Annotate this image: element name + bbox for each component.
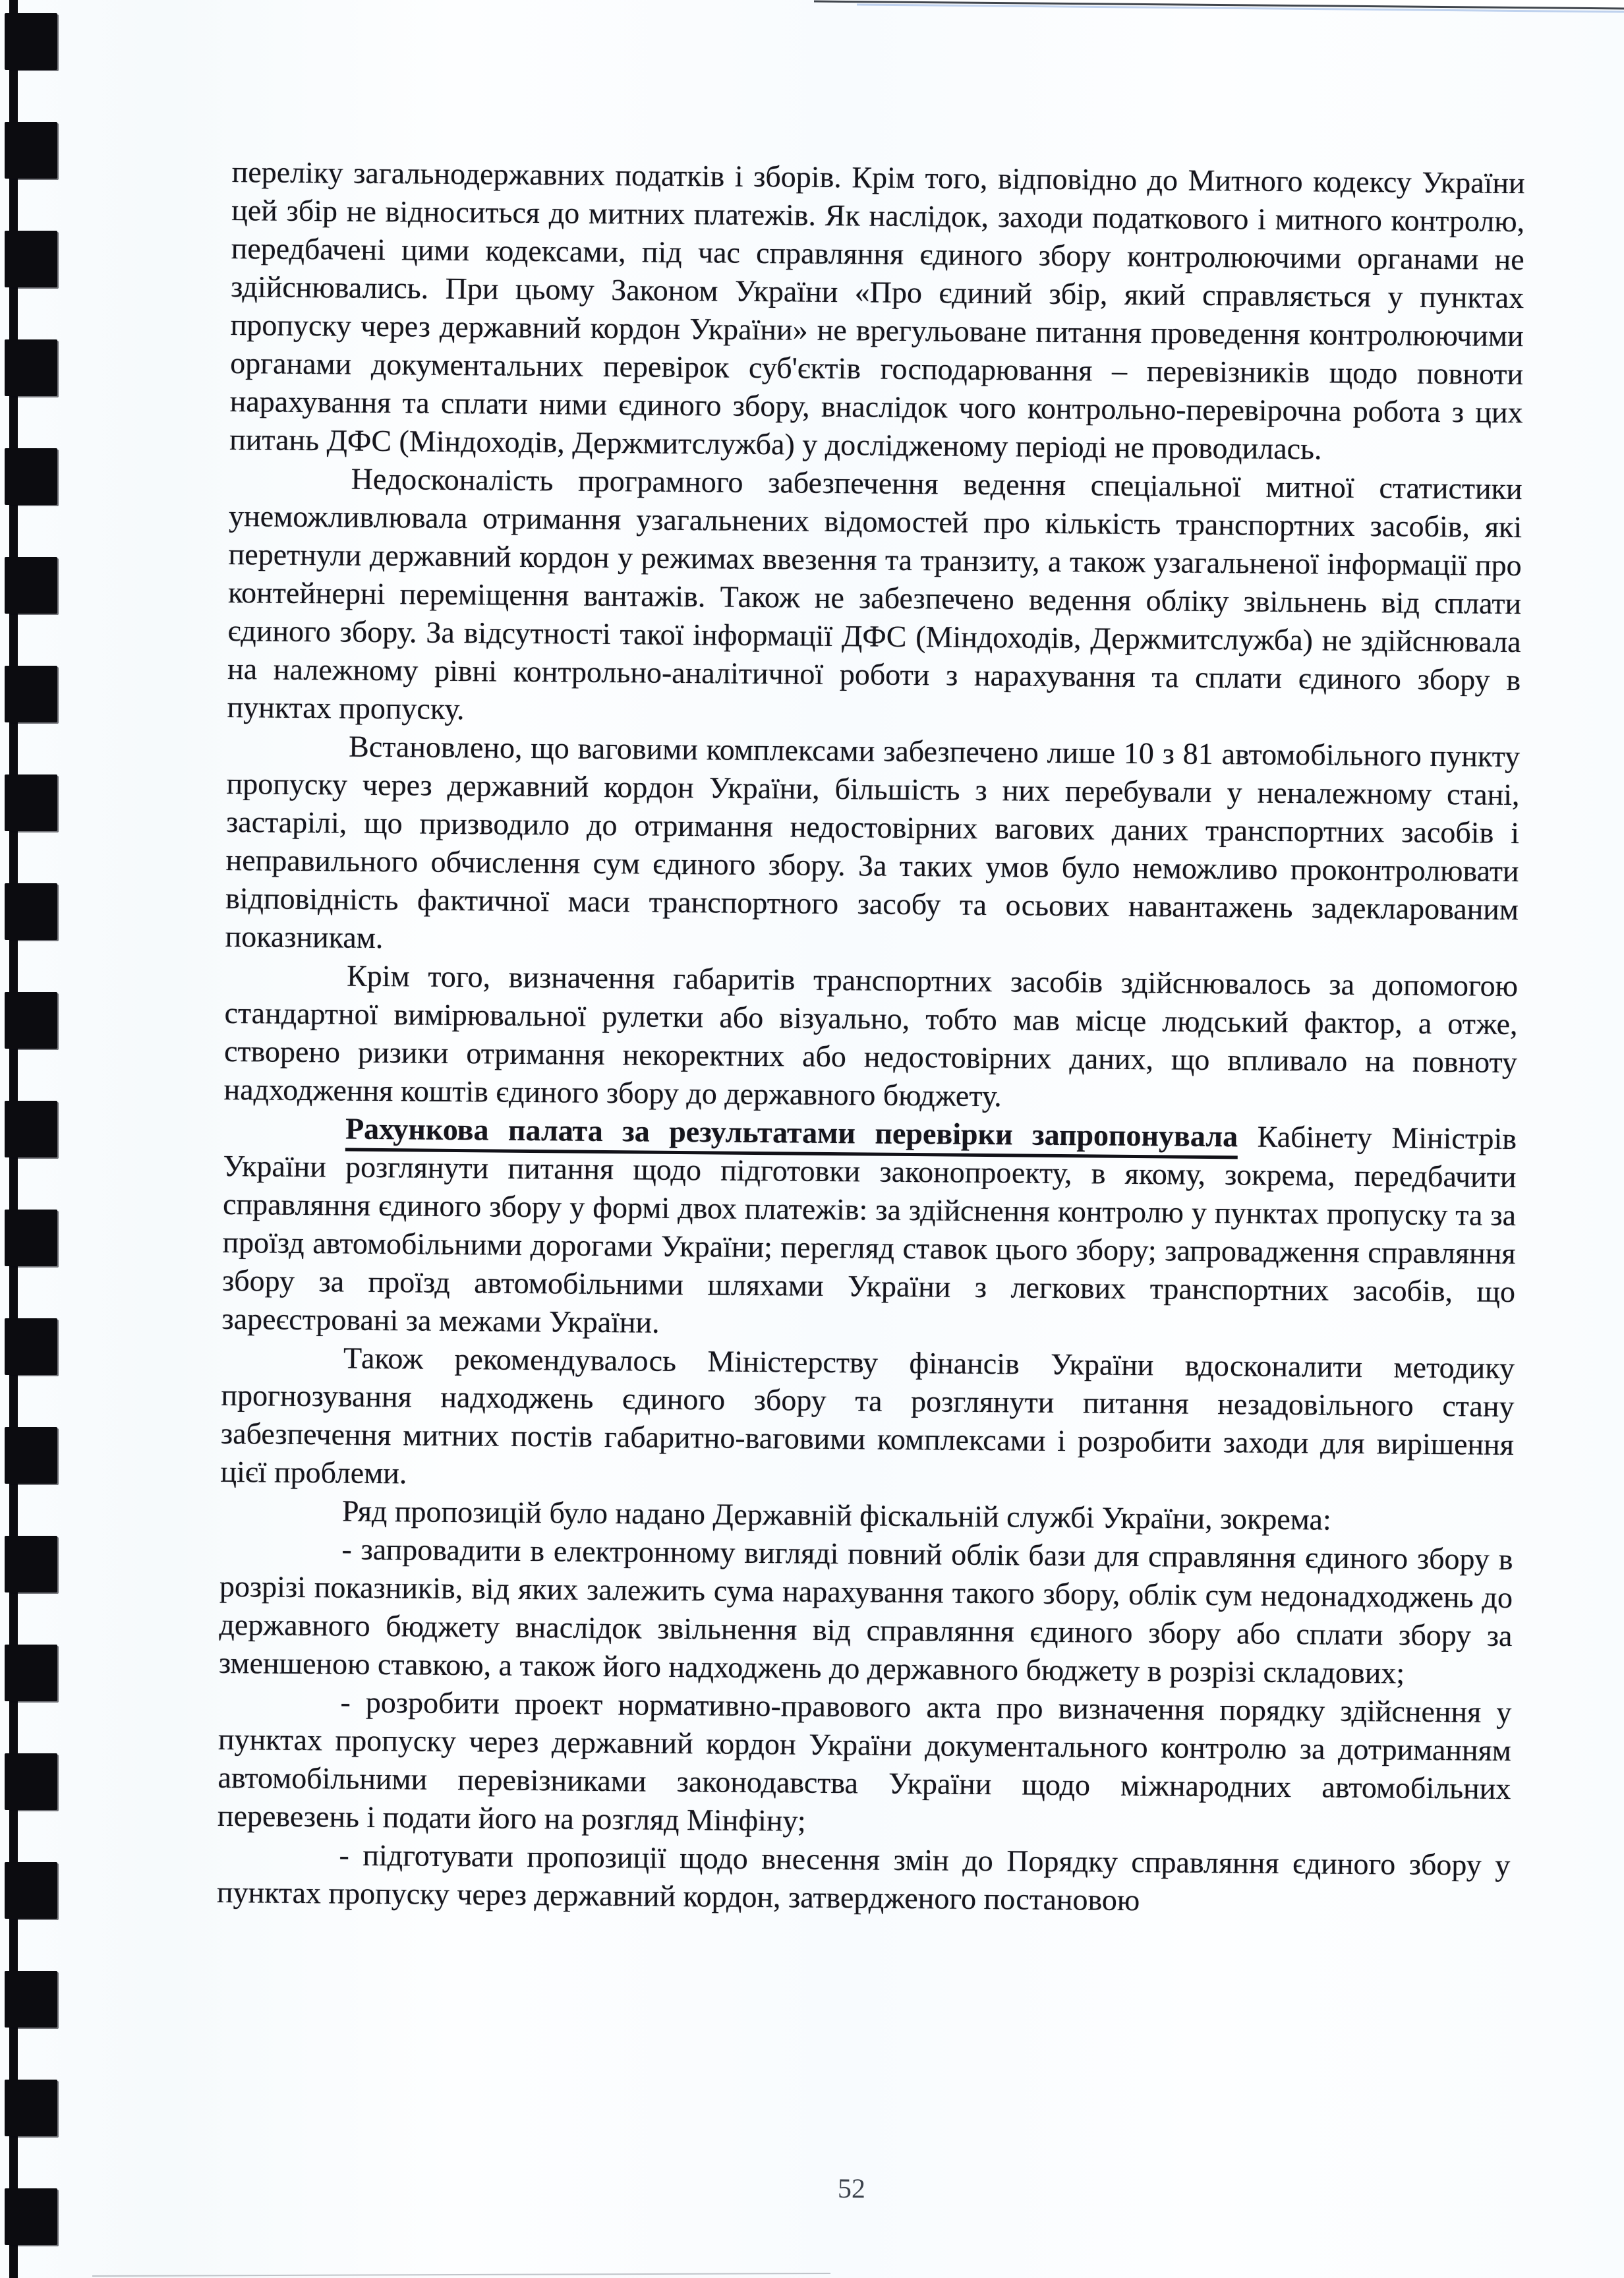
paragraph: - запровадити в електронному вигляді повний облік бази для справляння єдиного збору в розрізі показників, від яких залежить сума нарахування такого збору, облік сум недонадходжень до державного бюджету внаслідок звільнення від справляння єдиного збору або сплати збору за зменшеною ставкою, а також його надходжень до державного бюджету в розрізі складових; bbox=[218, 1532, 1513, 1690]
binding-tooth bbox=[9, 122, 57, 179]
bold-underlined-lead: Рахункова палата за результатами перевірки запропонувала bbox=[345, 1112, 1238, 1159]
paragraph: Крім того, визначення габаритів транспортних засобів здійснювалось за допомогою стандартної вимірювальної рулетки або візуально, тобто мав місце людський фактор, а отже, створено ризики отримання некоректних або недостовірних даних, що впливало на повноту надходження коштів єдиного збору до державного бюджету. bbox=[223, 958, 1519, 1113]
paragraph: - розробити проект нормативно-правового акта про визначення порядку здійснення у пунктах пропуску через державний кордон України документального контролю за дотриманням автомобільними перевізниками законодавства України щодо міжнародних автомобільних перевезень і подати його на розгляд Мінфіну; bbox=[217, 1685, 1512, 1838]
binding-tooth bbox=[9, 231, 57, 287]
page-edge-line bbox=[0, 0, 1624, 26]
binding-tooth bbox=[9, 339, 57, 396]
binding-tooth bbox=[9, 883, 57, 940]
binding-combs bbox=[0, 0, 92, 2278]
binding-tooth bbox=[9, 13, 57, 70]
paragraph: Також рекомендувалось Міністерству фінансів України вдосконалити методику прогнозування надходжень єдиного збору та розглянути питання незадовільного стану забезпечення митних постів габаритно-ваговими комплексами і розробити заходи для вирішення цієї проблеми. bbox=[220, 1341, 1515, 1490]
binding-tooth bbox=[9, 774, 57, 831]
binding-tooth bbox=[9, 1536, 57, 1592]
binding-tooth bbox=[9, 1753, 57, 1810]
binding-tooth bbox=[9, 1862, 57, 1919]
binding-tooth bbox=[9, 448, 57, 505]
bottom-edge-line bbox=[0, 2270, 1624, 2278]
document-text bbox=[217, 153, 1525, 1923]
paragraph: переліку загальнодержавних податків і зборів. Крім того, відповідно до Митного кодексу України цей збір не відноситься до митних платежів. Як наслідок, заходи податкового і митного контролю, передбачені цими кодексами, під час справляння єдиного збору контролюючими органами не здійснювались. При цьому Законом України «Про єдиний збір, який справляється у пунктах пропуску через державний кордон України» не врегульоване питання проведення контролюючими органами документальних перевірок суб'єктів господарювання – перевізників щодо повноти нарахування та сплати ними єдиного збору, внаслідок чого контрольно-перевірочна робота з цих питань ДФС (Міндоходів, Держмитслужба) у дослідженому періоді не проводилась. bbox=[229, 154, 1525, 466]
binding-tooth bbox=[9, 666, 57, 722]
binding-tooth bbox=[9, 557, 57, 614]
binding-tooth bbox=[9, 1318, 57, 1375]
binding-tooth bbox=[9, 1427, 57, 1484]
binding-tooth bbox=[9, 2080, 57, 2136]
paragraph: Ряд пропозицій було надано Державній фіскальній службі України, зокрема: bbox=[341, 1494, 1331, 1536]
paragraph: Рахункова палата за результатами перевірки запропонувала Кабінету Міністрів України розглянути питання щодо підготовки законопроекту, в якому, зокрема, передбачити справляння єдиного збору у формі двох платежів: за здійснення контролю у пунктах пропуску та за проїзд автомобільними дорогами України; перегляд ставок цього збору; запровадження справляння збору за проїзд автомобільними шляхами України з легкових транспортних засобів, що зареєстровані за межами України. bbox=[221, 1111, 1517, 1339]
page-number: 52 bbox=[837, 2173, 866, 2205]
paragraph: Встановлено, що ваговими комплексами забезпечено лише 10 з 81 автомобільного пункту пропуску через державний кордон України, більшість з них перебували у неналежному стані, застарілі, що призводило до отримання недостовірних вагових даних транспортних засобів і неправильного обчислення сум єдиного збору. За таких умов було неможливо проконтролювати відповідність фактичної маси транспортного засобу та осьових навантажень задекларованим показникам. bbox=[225, 729, 1521, 955]
binding-tooth bbox=[9, 992, 57, 1049]
binding-tooth bbox=[9, 2188, 57, 2245]
binding-tooth bbox=[9, 1210, 57, 1266]
paragraph: - підготувати пропозиції щодо внесення змін до Порядку справляння єдиного збору у пунктах пропуску через державний кордон, затвердженого постановою bbox=[216, 1838, 1511, 1917]
binding-tooth bbox=[9, 1101, 57, 1157]
paragraph: Недосконалість програмного забезпечення ведення спеціальної митної статистики унеможливлювала отримання узагальнених відомостей про кількість транспортних засобів, які перетнули державний кордон у режимах ввезення та транзиту, а також узагальненої інформації про контейнерні переміщення вантажів. Також не забезпечено ведення обліку звільнень від сплати єдиного збору. За відсутності такої інформації ДФС (Міндоходів, Держмитслужба) не здійснювала на належному рівні контрольно-аналітичної роботи з нарахування та сплати єдиного збору в пунктах пропуску. bbox=[227, 461, 1522, 726]
binding-tooth bbox=[9, 1971, 57, 2028]
binding-tooth bbox=[9, 1645, 57, 1701]
